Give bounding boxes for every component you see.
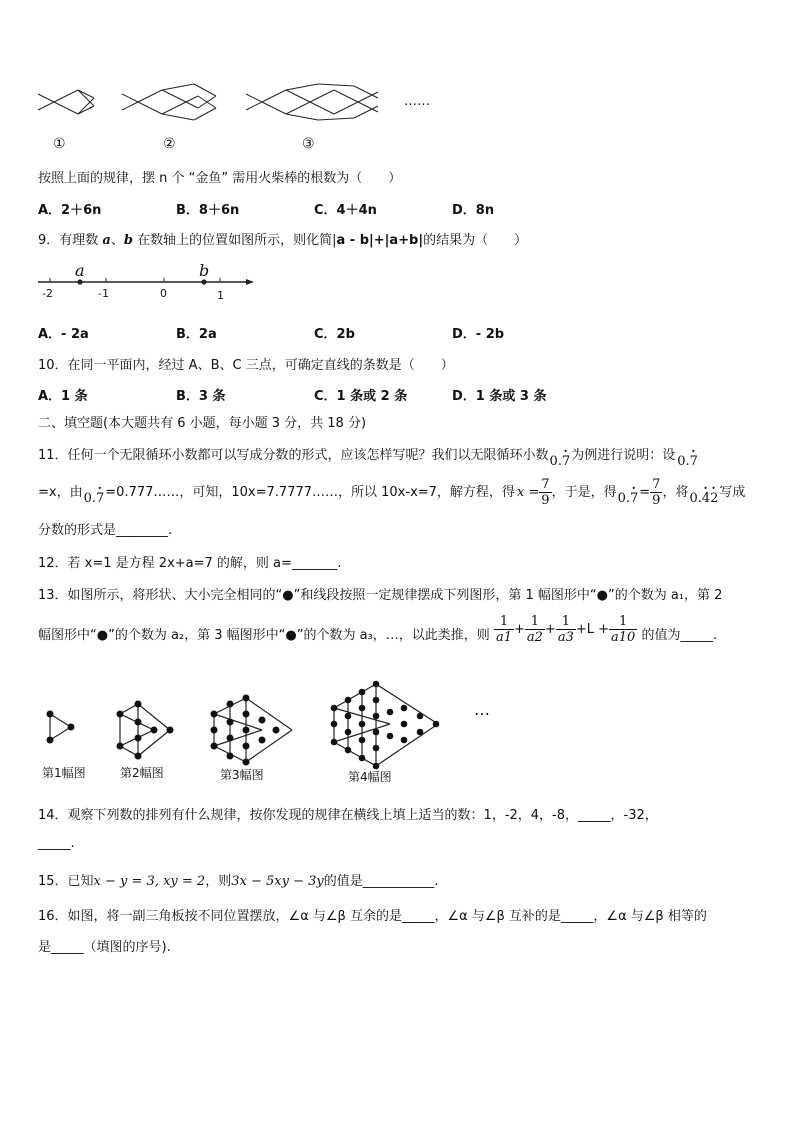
q8-option-c: C．4＋4n xyxy=(314,203,377,218)
dot-figure-2 xyxy=(112,700,182,760)
dot-figure-label-3: 第3幅图 xyxy=(220,768,264,782)
fish-figure-2 xyxy=(120,84,230,124)
q8-text: 按照上面的规律，摆 n 个 “金鱼” 需用火柴棒的根数为（ ） xyxy=(38,171,402,186)
q14-line1: 14．观察下列数的排列有什么规律，按你发现的规律在横线上填上适当的数：1，-2，4，-8，_____，-32， xyxy=(38,808,658,823)
dot-figure-4 xyxy=(328,682,448,768)
fish-figure-1 xyxy=(36,86,106,126)
dot-figure-label-4: 第4幅图 xyxy=(348,770,392,784)
q11-line2: =x，由0.7 · =0.777……，可知，10x=7.7777……，所以 10x-x=7，解方程，得 x = $\frac{7}{9}$ ，于是，得0.7 · = $\frac{7}{9}$ ，将0.42 · · 写成 xyxy=(38,477,746,508)
q9-option-a: A．- 2a xyxy=(38,327,89,342)
numberline-label-b: b xyxy=(199,261,210,280)
q8-option-d: D．8n xyxy=(452,203,495,218)
numberline-tick--2: -2 xyxy=(42,287,53,300)
numberline-tick--1: -1 xyxy=(98,287,109,300)
q16-line2: 是_____（填图的序号). xyxy=(38,940,171,955)
fish-ellipsis: …… xyxy=(404,94,430,109)
fish-label-3: ③ xyxy=(302,136,315,152)
q11-line1: 11．任何一个无限循环小数都可以写成分数的形式，应该怎样写呢？我们以无限循环小数0.7 · 为例进行说明：设 0.7 · xyxy=(38,444,698,469)
q13-line2: 幅图形中“●”的个数为 a₂，第 3 幅图形中“●”的个数为 a₃，…，以此类推，则 $\frac{1}{a1}$ + $\frac{1}{a2}$ + $\frac{1}{a3}$ +L + $\frac{1}{a10}$ 的值为_____. xyxy=(38,614,718,645)
q11-line3: 分数的形式是________. xyxy=(38,523,173,538)
dot-figure-ellipsis: … xyxy=(474,700,490,719)
q8-option-a: A．2＋6n xyxy=(38,203,102,218)
fish-label-2: ② xyxy=(163,136,176,152)
q10-option-c: C．1 条或 2 条 xyxy=(314,389,408,404)
fish-label-1: ① xyxy=(53,136,66,152)
numberline-label-a: a xyxy=(75,261,85,280)
q10-option-a: A．1 条 xyxy=(38,389,88,404)
dot-figure-3 xyxy=(208,694,298,764)
q16-line1: 16．如图，将一副三角板按不同位置摆放，∠α 与∠β 互余的是_____，∠α 与∠β 互补的是_____，∠α 与∠β 相等的 xyxy=(38,909,707,924)
q9-option-b: B．2a xyxy=(176,327,217,342)
numberline-tick-1: 1 xyxy=(217,289,224,302)
dot-figure-label-1: 第1幅图 xyxy=(42,766,86,780)
q8-option-b: B．8＋6n xyxy=(176,203,240,218)
q10-option-d: D．1 条或 3 条 xyxy=(452,389,547,404)
fish-figure-3 xyxy=(244,84,394,128)
dot-figure-label-2: 第2幅图 xyxy=(120,766,164,780)
section-2-title: 二、填空题(本大题共有 6 小题，每小题 3 分，共 18 分) xyxy=(38,416,367,431)
q10-text: 10．在同一平面内，经过 A、B、C 三点，可确定直线的条数是（ ） xyxy=(38,358,454,373)
dot-figure-1 xyxy=(44,708,84,748)
q10-option-b: B．3 条 xyxy=(176,389,226,404)
q15-text: 15．已知x − y = 3, xy = 2，则3x − 5xy − 3y的值是___________. xyxy=(38,874,439,889)
q12-text: 12．若 x=1 是方程 2x+a=7 的解，则 a=_______. xyxy=(38,556,342,571)
q9-option-c: C．2b xyxy=(314,327,355,342)
q9-text: 9．有理数 a、b 在数轴上的位置如图所示，则化简|a - b|+|a+b|的结果为（ ） xyxy=(38,233,528,248)
q9-option-d: D．- 2b xyxy=(452,327,505,342)
numberline-tick-0: 0 xyxy=(160,287,167,300)
q13-line1: 13．如图所示，将形状、大小完全相同的“●”和线段按照一定规律摆成下列图形，第 1 幅图形中“●”的个数为 a₁，第 2 xyxy=(38,588,723,603)
q14-line2: _____. xyxy=(38,836,75,851)
q11-fraction-7-9: $\frac{7}{9}$ xyxy=(541,477,550,508)
